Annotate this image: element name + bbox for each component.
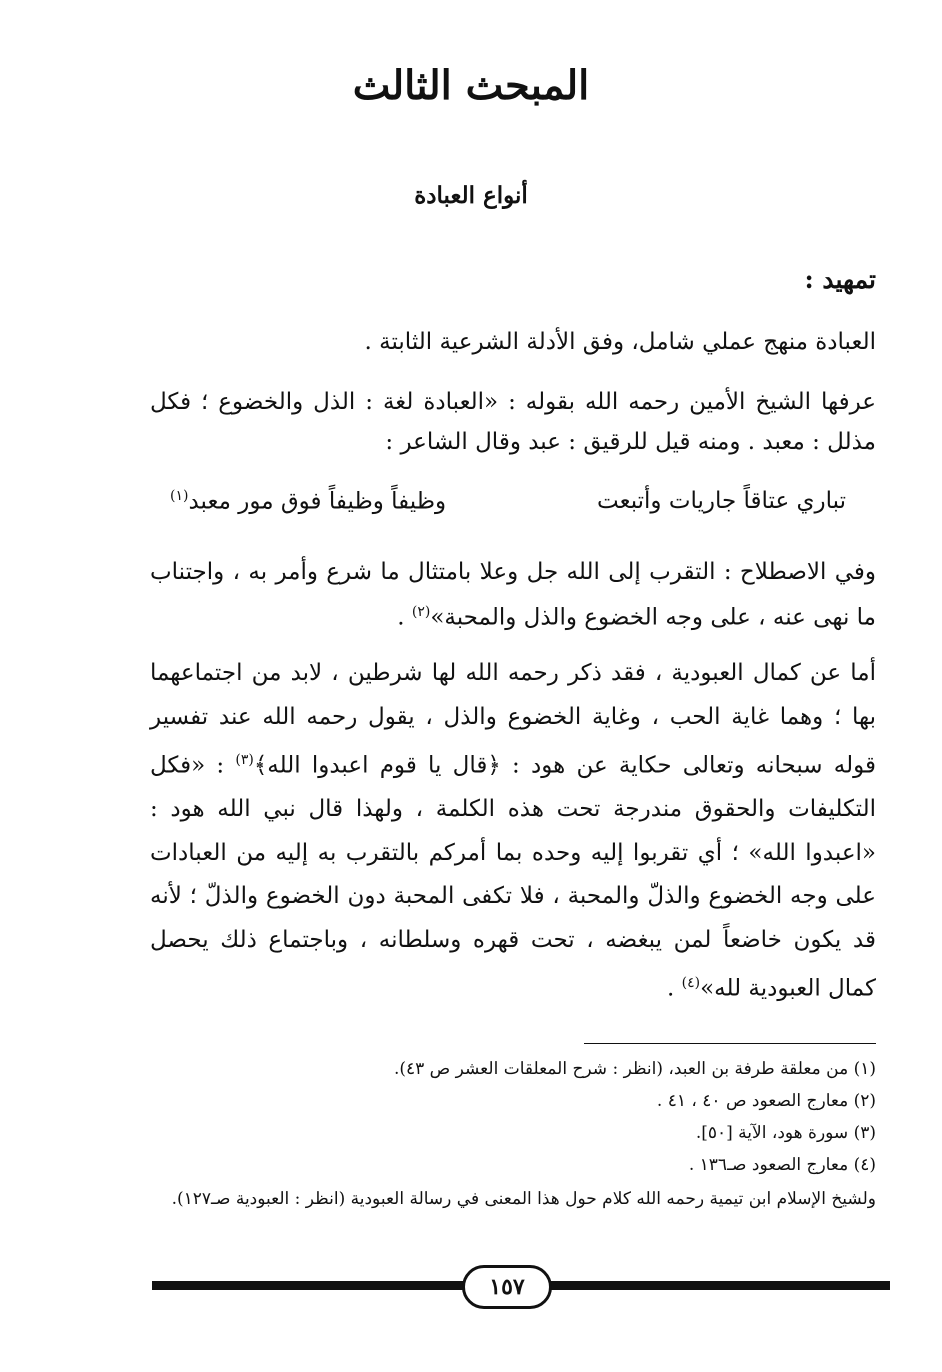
footnote-1: (١) من معلقة طرفة بن العبد، (انظر : شرح المعلقات العشر ص ٤٣).: [393, 1059, 876, 1079]
poetry-verse: [170, 488, 846, 515]
footnote-ref-3: (٣): [235, 752, 254, 768]
footnote-divider: [584, 1043, 876, 1044]
footnote-3: (٣) سورة هود، الآية [٥٠].: [695, 1123, 876, 1143]
paragraph-1: العبادة منهج عملي شامل، وفق الأدلة الشرعية الثابتة .: [364, 329, 876, 355]
section-title: أنواع العبادة: [414, 182, 528, 209]
chapter-title: المبحث الثالث: [352, 62, 590, 109]
verse-first-hemistich: تباري عتاقاً جاريات وأتبعت: [597, 488, 846, 514]
paragraph-2: عرفها الشيخ الأمين رحمه الله بقوله : «العبادة لغة : الذل والخضوع ؛ فكل مذلل : معبد . ومنه قيل للرقيق : عبد وقال الشاعر :: [150, 389, 876, 455]
intro-label: تمهيد :: [804, 265, 876, 294]
footnote-ref-4: (٤): [681, 975, 701, 992]
page-number: ١٥٧: [462, 1265, 552, 1309]
footnote-ref-2: (٢): [411, 604, 431, 620]
verse-second-hemistich: وظيفاً وظيفاً فوق مور معبد$^{(١)}$: [170, 488, 447, 515]
paragraph-4: أما عن كمال العبودية ، فقد ذكر رحمه الله لها شرطين ، لابد من اجتماعهما بها ؛ وهما غاية الحب ، وغاية الخضوع والذل ، يقول رحمه الله عند تفسير قوله سبحانه وتعالى حكاية عن هود : ﴿قال يا قوم اعبدوا الله﴾$^{(٣)}$ : «فكل التكليفات والحقوق مندرجة تحت هذه الكلمة ، ولهذا قال نبي الله هود : «اعبدوا الله» ؛ أي تقربوا إليه وحده بما أمركم بالتقرب به إليه من العبادات على وجه الخضوع والذلّ والمحبة ، فلا تكفى المحبة دون الخضوع والذلّ ؛ لأنه قد يكون خاضعاً لمن يبغضه ، تحت قهره وسلطانه ، وباجتماع ذلك يحصل كمال العبودية لله»$^{(٤)}$ .: [150, 660, 876, 1002]
footnote-ref-1: (١): [170, 488, 189, 504]
footnotes: [150, 1053, 876, 1213]
footnote-4: (٤) معارج الصعود صـ١٣٦ .: [688, 1155, 876, 1175]
footnote-4-continuation: ولشيخ الإسلام ابن تيمية رحمه الله كلام حول هذا المعنى في رسالة العبودية (انظر : العبودية صـ١٢٧).: [171, 1189, 876, 1209]
paragraph-3: وفي الاصطلاح : التقرب إلى الله جل وعلا بامتثال ما شرع وأمر به ، واجتناب ما نهى عنه ، على وجه الخضوع والذل والمحبة»$^{(٢)}$ .: [150, 559, 876, 631]
footnote-2: (٢) معارج الصعود ص ٤٠ ، ٤١ .: [656, 1091, 876, 1111]
